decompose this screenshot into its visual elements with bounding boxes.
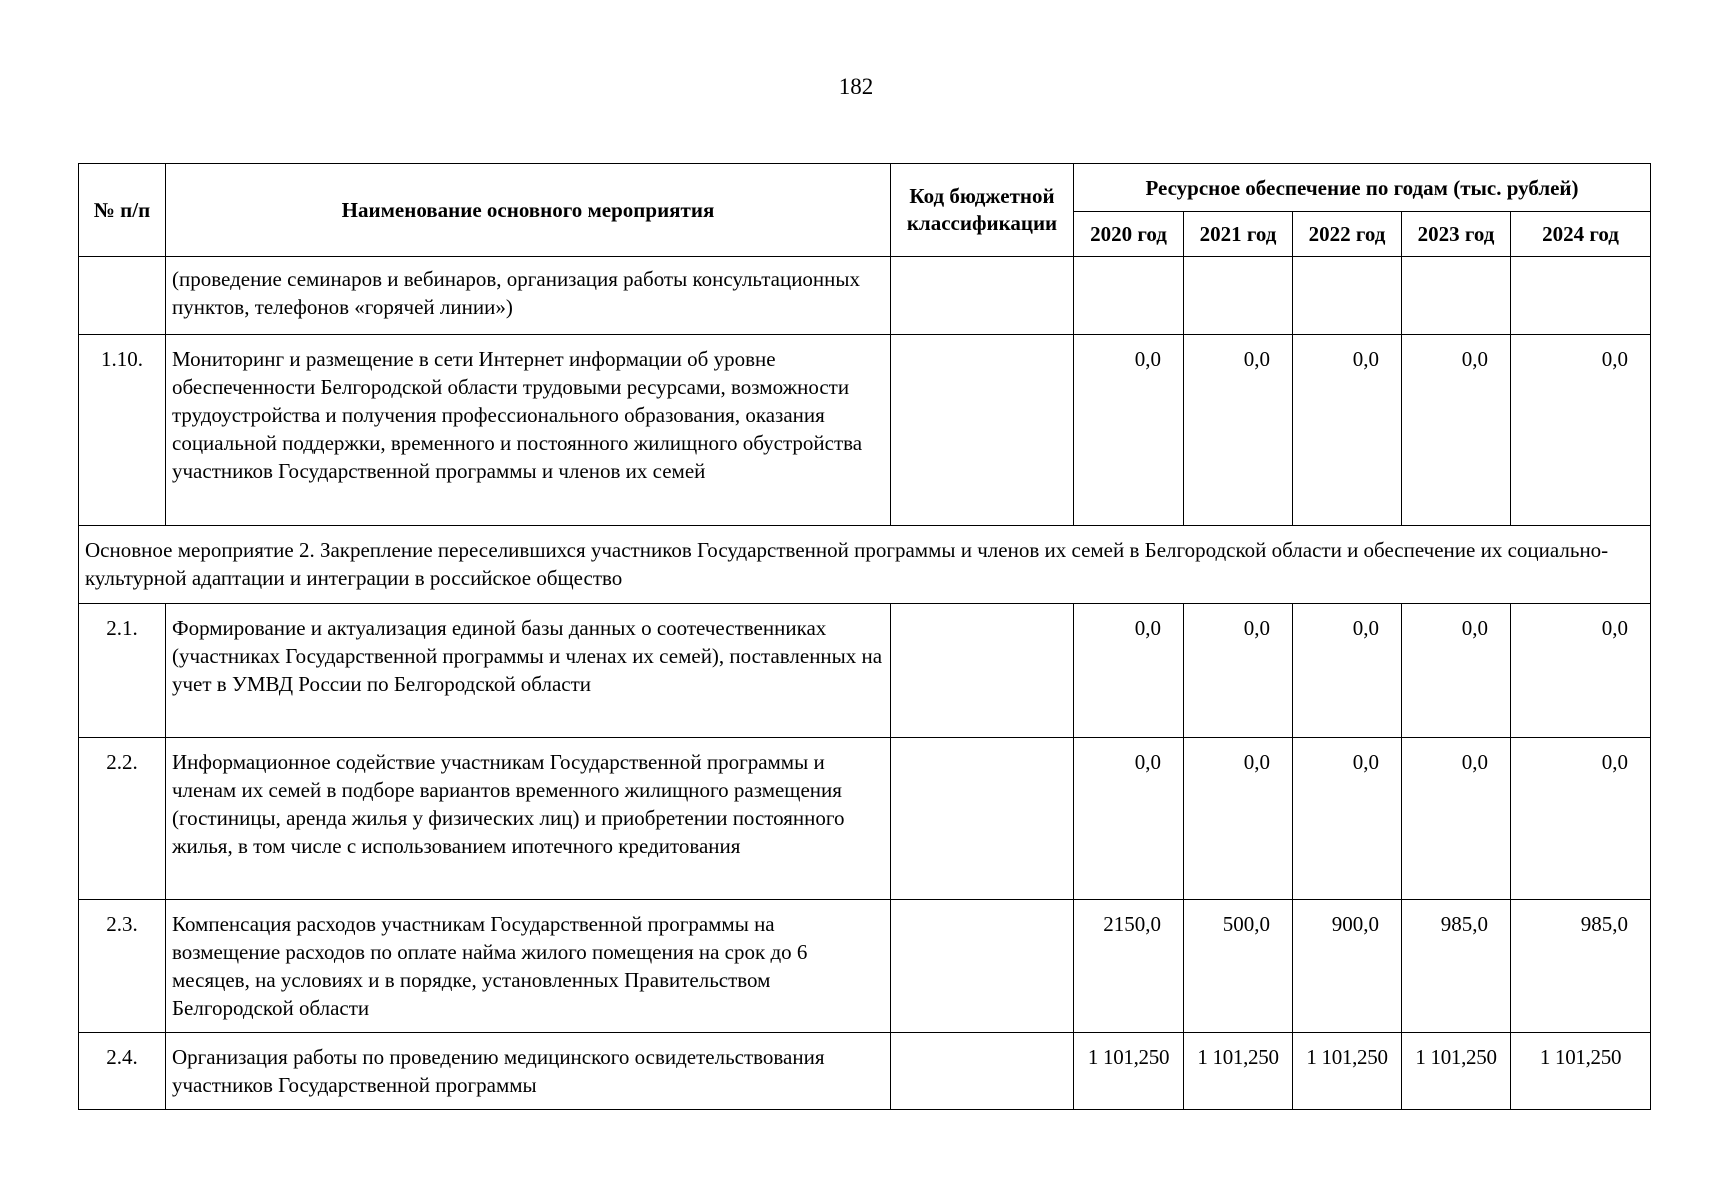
row-name: Организация работы по проведению медицинского освидетельствования участников Государственной программы xyxy=(166,1033,891,1110)
row-code xyxy=(891,900,1074,1033)
header-year-2020: 2020 год xyxy=(1074,212,1184,257)
row-value-2023: 985,0 xyxy=(1402,900,1511,1033)
row-value-2021: 0,0 xyxy=(1184,335,1293,526)
row-value-2023 xyxy=(1402,257,1511,335)
row-name: Мониторинг и размещение в сети Интернет информации об уровне обеспеченности Белгородской области трудовыми ресурсами, возможности трудоустройства и получения профессионального образования, оказания социальной поддержки, временного и постоянного жилищного обустройства участников Государственной программы и членов их семей xyxy=(166,335,891,526)
row-value-2021: 500,0 xyxy=(1184,900,1293,1033)
row-value-2021: 0,0 xyxy=(1184,604,1293,738)
page-number: 182 xyxy=(838,74,874,99)
row-value-2020: 0,0 xyxy=(1074,604,1184,738)
row-value-2022: 0,0 xyxy=(1293,604,1402,738)
row-num: 1.10. xyxy=(79,335,166,526)
row-code xyxy=(891,335,1074,526)
section-row xyxy=(79,526,1651,604)
row-value-2020 xyxy=(1074,257,1184,335)
row-value-2024 xyxy=(1511,257,1651,335)
table-row xyxy=(79,335,1651,526)
row-value-2023: 0,0 xyxy=(1402,335,1511,526)
table-row xyxy=(79,900,1651,1033)
row-code xyxy=(891,738,1074,900)
row-code xyxy=(891,257,1074,335)
row-num: 2.2. xyxy=(79,738,166,900)
row-code xyxy=(891,604,1074,738)
row-num: 2.4. xyxy=(79,1033,166,1110)
row-value-2022 xyxy=(1293,257,1402,335)
header-year-2021: 2021 год xyxy=(1184,212,1293,257)
row-value-2024: 1 101,250 xyxy=(1511,1033,1651,1110)
row-num xyxy=(79,257,166,335)
row-value-2024: 985,0 xyxy=(1511,900,1651,1033)
row-value-2020: 0,0 xyxy=(1074,738,1184,900)
row-value-2022: 900,0 xyxy=(1293,900,1402,1033)
row-value-2021 xyxy=(1184,257,1293,335)
row-value-2020: 2150,0 xyxy=(1074,900,1184,1033)
row-value-2020: 1 101,250 xyxy=(1074,1033,1184,1110)
row-value-2022: 0,0 xyxy=(1293,335,1402,526)
header-name: Наименование основного мероприятия xyxy=(166,164,891,257)
table-row xyxy=(79,604,1651,738)
row-value-2024: 0,0 xyxy=(1511,335,1651,526)
row-value-2024: 0,0 xyxy=(1511,738,1651,900)
table-row xyxy=(79,738,1651,900)
row-value-2023: 1 101,250 xyxy=(1402,1033,1511,1110)
row-value-2022: 0,0 xyxy=(1293,738,1402,900)
header-year-2023: 2023 год xyxy=(1402,212,1511,257)
header-year-2024: 2024 год xyxy=(1511,212,1651,257)
header-year-2022: 2022 год xyxy=(1293,212,1402,257)
row-name: Формирование и актуализация единой базы данных о соотечественниках (участниках Государственной программы и членах их семей), поставленных на учет в УМВД России по Белгородской области xyxy=(166,604,891,738)
row-num: 2.1. xyxy=(79,604,166,738)
row-value-2020: 0,0 xyxy=(1074,335,1184,526)
budget-table xyxy=(78,163,1651,1110)
row-name: Информационное содействие участникам Государственной программы и членам их семей в подборе вариантов временного жилищного размещения (гостиницы, аренда жилья у физических лиц) и приобретении постоянного жилья, в том числе с использованием ипотечного кредитования xyxy=(166,738,891,900)
row-value-2021: 0,0 xyxy=(1184,738,1293,900)
row-value-2023: 0,0 xyxy=(1402,604,1511,738)
row-value-2024: 0,0 xyxy=(1511,604,1651,738)
section-heading: Основное мероприятие 2. Закрепление переселившихся участников Государственной программы и членов их семей в Белгородской области и обеспечение их социально-культурной адаптации и интеграции в российское общество xyxy=(79,526,1651,604)
table-row xyxy=(79,257,1651,335)
row-code xyxy=(891,1033,1074,1110)
header-code: Код бюджетной классификации xyxy=(891,164,1074,257)
row-value-2021: 1 101,250 xyxy=(1184,1033,1293,1110)
row-num: 2.3. xyxy=(79,900,166,1033)
row-value-2022: 1 101,250 xyxy=(1293,1033,1402,1110)
row-value-2023: 0,0 xyxy=(1402,738,1511,900)
row-name: (проведение семинаров и вебинаров, организация работы консультационных пунктов, телефонов «горячей линии») xyxy=(166,257,891,335)
table-row xyxy=(79,1033,1651,1110)
header-resource: Ресурсное обеспечение по годам (тыс. рублей) xyxy=(1074,164,1651,212)
header-num: № п/п xyxy=(79,164,166,257)
row-name: Компенсация расходов участникам Государственной программы на возмещение расходов по оплате найма жилого помещения на срок до 6 месяцев, на условиях и в порядке, установленных Правительством Белгородской области xyxy=(166,900,891,1033)
